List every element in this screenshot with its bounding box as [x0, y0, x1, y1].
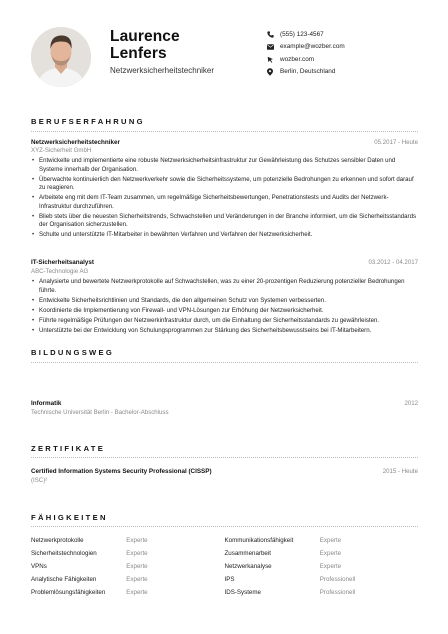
contact-email-text[interactable]: example@wozber.com	[280, 43, 345, 51]
job-2-role: IT-Sicherheitsanalyst	[31, 259, 94, 266]
job-2-dates: 03.2012 - 04.2017	[368, 259, 418, 266]
experience-section-title: BERUFSERFAHRUNG	[31, 117, 145, 126]
skill-name: Sicherheitstechnologien	[31, 550, 97, 557]
skill-level: Experte	[319, 537, 342, 544]
skill-row	[31, 547, 418, 560]
list-item: • Analysierte und bewertete Netzwerkprotokolle auf Schwachstellen, was zu einer 20-prozentigen Reduzierung potenzieller Bedrohungen führte.	[31, 278, 418, 295]
skill-name: IPS	[224, 576, 235, 583]
contact-phone	[267, 28, 345, 41]
list-item: • Schulte und unterstützte IT-Mitarbeiter in bewährten Verfahren und Verfahren der Netzwerksicherheit.	[31, 231, 418, 240]
profile-photo-image	[31, 27, 91, 87]
skill-row	[31, 586, 418, 599]
skill-row	[31, 534, 418, 547]
skill-level: Professionell	[319, 576, 356, 583]
skill-name: Analytische Fähigkeiten	[31, 576, 97, 583]
skill-row	[31, 560, 418, 573]
certificates-divider	[31, 457, 418, 458]
list-item: • Führte regelmäßige Prüfungen der Netzwerkinfrastruktur durch, um die Einhaltung der Sicherheitsstandards zu gewährleisten.	[31, 317, 418, 326]
skills-section-title: FÄHIGKEITEN	[31, 513, 108, 522]
list-item: • Überwachte kontinuierlich den Netzwerkverkehr sowie die Sicherheitssysteme, um potenzielle Bedrohungen zu erkennen und sofort darauf zu reagieren.	[31, 176, 418, 193]
skills-list	[31, 534, 418, 599]
certificates-section-title: ZERTIFIKATE	[31, 444, 106, 453]
education-section-title: BILDUNGSWEG	[31, 348, 115, 357]
job-1-company: XYZ-Sicherheit GmbH	[31, 147, 92, 154]
education-degree: Informatik	[31, 400, 62, 407]
location-pin-icon	[267, 68, 280, 76]
certificate-name: Certified Information Systems Security Professional (CISSP)	[31, 468, 212, 475]
education-school: Technische Universität Berlin - Bachelor-Abschluss	[31, 409, 169, 416]
skill-name: Problemlösungsfähigkeiten	[31, 589, 106, 596]
skill-name: Zusammenarbeit	[224, 550, 271, 557]
skill-level: Experte	[126, 563, 148, 570]
skill-level: Experte	[126, 537, 148, 544]
skill-level: Experte	[319, 563, 342, 570]
skill-name: Netzwerkanalyse	[224, 563, 272, 570]
skill-level: Experte	[126, 550, 148, 557]
experience-divider	[31, 131, 418, 132]
job-2-company: ABC-Technologie AG	[31, 268, 89, 275]
job-2-bullets	[31, 278, 418, 337]
list-item: • Arbeitete eng mit dem IT-Team zusammen, um regelmäßige Sicherheitsbewertungen, Penetrationstests und Audits der Netzwerk-Infrastruktur durchzuführen.	[31, 194, 418, 211]
contact-website-text[interactable]: wozber.com	[280, 55, 315, 63]
candidate-first-name: Laurence	[110, 28, 180, 45]
contact-website	[267, 53, 345, 66]
link-icon	[267, 56, 280, 63]
contact-location	[267, 66, 345, 79]
profile-photo	[31, 27, 91, 87]
contact-list	[267, 28, 345, 78]
skill-name: Netzwerkprotokolle	[31, 537, 84, 544]
education-divider	[31, 362, 418, 363]
job-1-bullets	[31, 157, 418, 241]
candidate-job-title: Netzwerksicherheitstechniker	[110, 66, 215, 75]
skill-name: Kommunikationsfähigkeit	[224, 537, 294, 544]
list-item: • Blieb stets über die neuesten Sicherheitstrends, Schwachstellen und Veränderungen in der Branche informiert, um die Sicherheitsstandards der Organisation sicherzustellen.	[31, 213, 418, 230]
list-item: • Koordinierte die Implementierung von Firewall- und VPN-Lösungen zur Erhöhung der Netzwerksicherheit.	[31, 307, 418, 316]
phone-icon	[267, 31, 280, 38]
list-item: • Entwickelte Sicherheitsrichtlinien und Standards, die den allgemeinen Schutz von Systemen verbesserten.	[31, 297, 418, 306]
education-year: 2012	[404, 400, 418, 407]
skill-level: Professionell	[319, 589, 356, 596]
job-1-dates: 05.2017 - Heute	[374, 139, 418, 146]
skill-level: Experte	[126, 589, 148, 596]
skill-level: Experte	[319, 550, 342, 557]
certificate-dates: 2015 - Heute	[382, 468, 418, 475]
contact-phone-text: (555) 123-4567	[280, 30, 324, 38]
job-1-role: Netzwerksicherheitstechniker	[31, 139, 120, 146]
skill-name: VPNs	[31, 563, 47, 570]
certificate-issuer: (ISC)²	[31, 477, 48, 484]
contact-email	[267, 41, 345, 54]
candidate-name	[110, 28, 180, 62]
skill-row	[31, 573, 418, 586]
list-item: • Entwickelte und implementierte eine robuste Netzwerksicherheitsinfrastruktur zur Gewährleistung des Schutzes sensibler Daten und Systeme innerhalb der Organisation.	[31, 157, 418, 174]
skill-level: Experte	[126, 576, 148, 583]
skills-divider	[31, 526, 418, 527]
candidate-last-name: Lenfers	[110, 45, 167, 62]
list-item: • Unterstützte bei der Entwicklung von Schulungsprogrammen zur Stärkung des Sicherheitsbewusstseins bei IT-Mitarbeitern.	[31, 327, 418, 336]
skill-name: IDS-Systeme	[224, 589, 261, 596]
email-icon	[267, 44, 280, 50]
contact-location-text: Berlin, Deutschland	[280, 68, 336, 76]
